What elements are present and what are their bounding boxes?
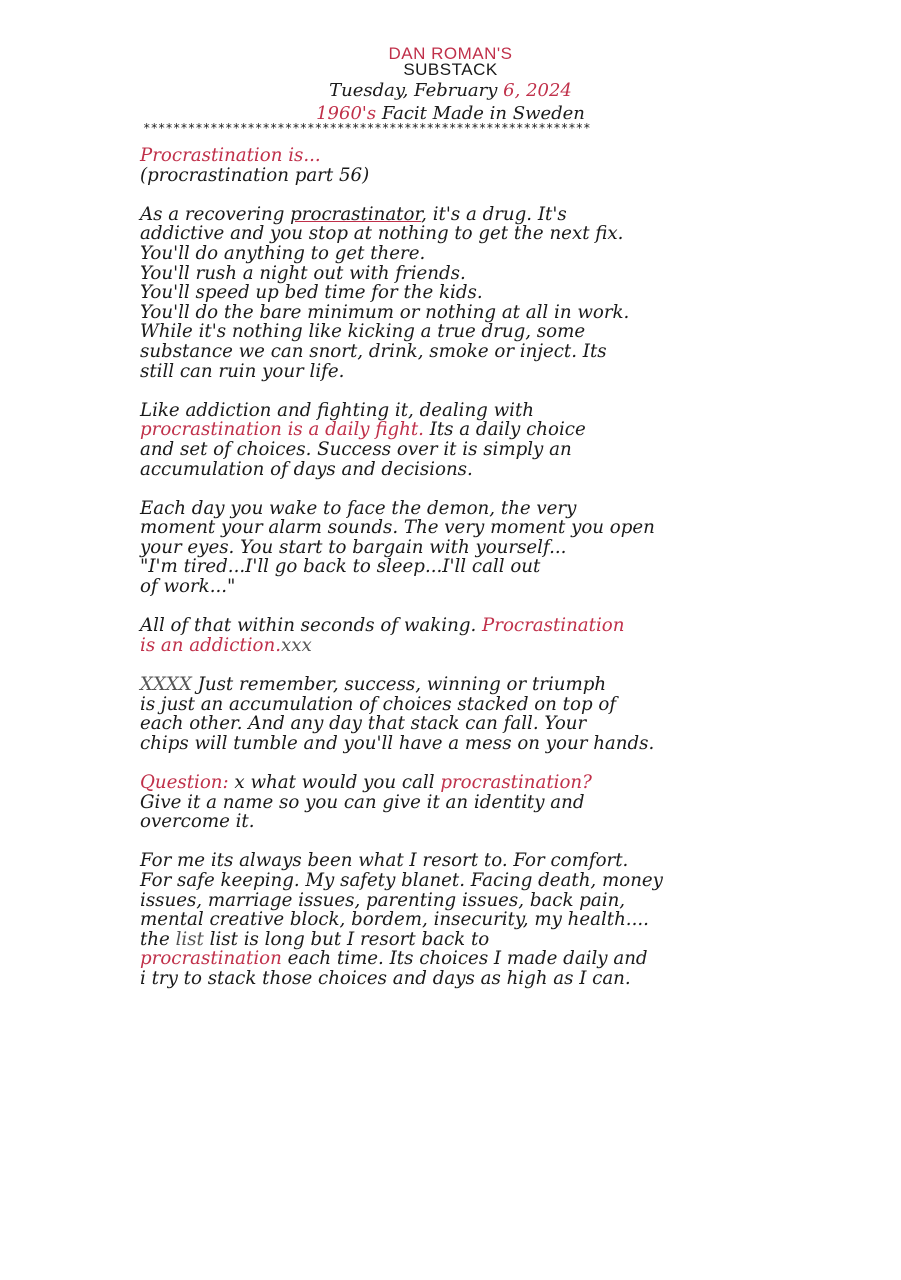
text-span: , it's a drug. It's [421, 203, 567, 225]
highlighted-word: Procrastination [482, 615, 625, 637]
letter-body [140, 146, 740, 989]
text-line: substance we can snort, drink, smoke or inject. Its [140, 340, 607, 362]
author-name: DAN ROMAN'S [388, 44, 513, 63]
title-line: Procrastination is... [140, 145, 321, 166]
text-line [140, 636, 740, 656]
strikeout-marks: xxx [280, 634, 312, 656]
date-weekday-month: Tuesday, February [329, 80, 504, 101]
text-span: list is long but I resort back to [203, 928, 490, 950]
text-line: Give it a name so you can give it an identity and [140, 791, 585, 813]
paragraph-5 [140, 675, 740, 753]
underlined-word: procrastinator [290, 203, 422, 225]
paragraph-1 [140, 205, 740, 381]
paragraph-4 [140, 616, 740, 655]
text-span: All of that within seconds of waking. [140, 615, 483, 637]
text-line: accumulation of days and decisions. [140, 458, 473, 480]
paragraph-3 [140, 499, 740, 597]
text-line [140, 930, 740, 950]
subtitle-line: (procrastination part 56) [140, 164, 370, 186]
text-line: Each day you wake to face the demon, the very [140, 497, 577, 519]
text-line [140, 420, 740, 440]
paragraph-2 [140, 401, 740, 479]
text-line: "I'm tired...I'll go back to sleep...I'll call out [140, 556, 541, 578]
date-line [0, 80, 901, 101]
text-line: overcome it. [140, 811, 255, 833]
text-line: i try to stack those choices and days as high as I can. [140, 967, 631, 989]
text-span: the [140, 928, 176, 950]
date-day-year: 6, 2024 [503, 80, 572, 101]
paragraph-7 [140, 851, 740, 988]
text-line: You'll do anything to get there. [140, 242, 426, 264]
text-line [140, 949, 740, 969]
highlighted-phrase: procrastination is a daily fight. [140, 419, 424, 441]
text-line: of work..." [140, 576, 236, 598]
highlighted-phrase: is an addiction. [140, 634, 281, 656]
highlighted-word: procrastination? [440, 772, 592, 793]
text-line: You'll rush a night out with friends. [140, 262, 466, 284]
text-line [140, 205, 740, 225]
text-span: As a recovering [140, 203, 291, 225]
text-line: and set of choices. Success over it is simply an [140, 438, 572, 460]
text-span: each time. Its choices I made daily and [281, 948, 648, 970]
asterisk-divider: ************************************************************ [143, 120, 591, 135]
text-line: each other. And any day that stack can fall. Your [140, 713, 587, 735]
text-line: still can ruin your life. [140, 360, 345, 382]
text-line: For me its always been what I resort to. For comfort. [140, 850, 629, 872]
strikeout-marks: list [175, 928, 204, 950]
text-line: issues, marriage issues, parenting issues, back pain, [140, 889, 626, 911]
text-span: Just remember, success, winning or triumph [191, 674, 607, 696]
text-span: Its a daily choice [423, 419, 586, 441]
text-line [140, 675, 740, 695]
text-line: You'll do the bare minimum or nothing at all in work. [140, 301, 630, 323]
text-line [140, 616, 740, 636]
text-line: is just an accumulation of choices stacked on top of [140, 693, 617, 715]
publication-name: SUBSTACK [403, 60, 498, 79]
strikeout-marks: XXXX [140, 674, 192, 696]
text-line: You'll speed up bed time for the kids. [140, 282, 483, 304]
question-label: Question: [140, 772, 229, 793]
typewriter-year: 1960's [316, 103, 377, 124]
text-span: x what would you call [228, 772, 441, 793]
text-line: moment your alarm sounds. The very moment you open [140, 517, 655, 539]
text-line: mental creative block, bordem, insecurity, my health.... [140, 909, 649, 931]
highlighted-word: procrastination [140, 948, 282, 970]
text-line: Like addiction and fighting it, dealing with [140, 399, 535, 421]
text-line: your eyes. You start to bargain with yourself... [140, 536, 567, 558]
text-line: addictive and you stop at nothing to get the next fix. [140, 223, 624, 245]
text-line: chips will tumble and you'll have a mess on your hands. [140, 732, 655, 754]
text-line [140, 773, 740, 793]
paragraph-6 [140, 773, 740, 832]
text-line: For safe keeping. My safety blanet. Facing death, money [140, 869, 663, 891]
text-line: While it's nothing like kicking a true drug, some [140, 321, 586, 343]
typewriter-model: Facit Made in Sweden [376, 103, 585, 124]
